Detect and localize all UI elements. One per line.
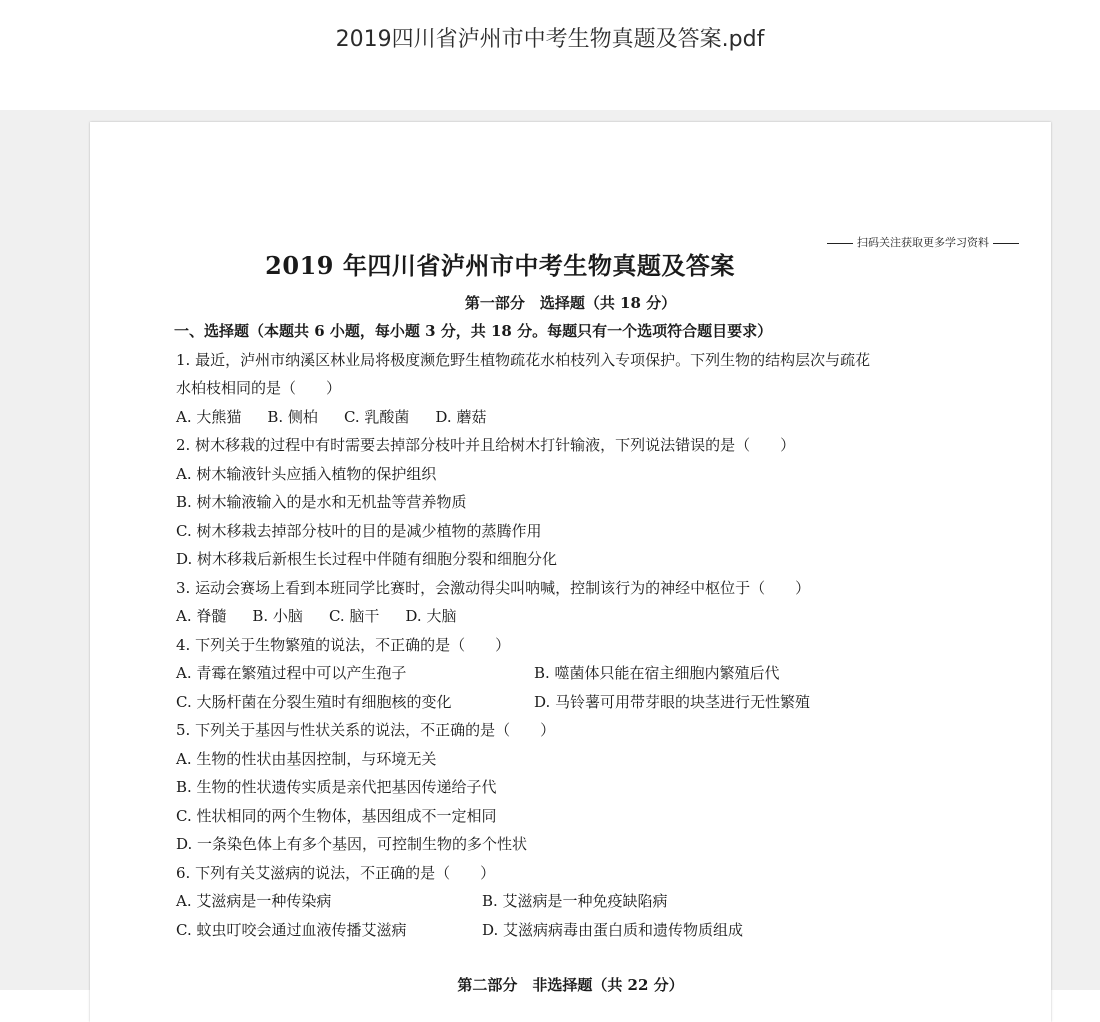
q5-option-c: C. 性状相同的两个生物体，基因组成不一定相同: [176, 807, 497, 825]
q1-option-b: B. 侧柏: [267, 408, 318, 426]
qr-note-text: 扫码关注获取更多学习资料: [857, 236, 989, 249]
q1-option-a: A. 大熊猫: [176, 408, 242, 426]
q4-stem: 4. 下列关于生物繁殖的说法，不正确的是（ ）: [176, 636, 511, 654]
q5-option-a: A. 生物的性状由基因控制，与环境无关: [176, 750, 437, 768]
exam-title: 2019 年四川省泸州市中考生物真题及答案: [265, 251, 735, 280]
title-bar: [0, 0, 1100, 110]
q3-stem: 3. 运动会赛场上看到本班同学比赛时，会激动得尖叫呐喊，控制该行为的神经中枢位于（ ）: [176, 579, 811, 597]
q6-option-c: C. 蚊虫叮咬会通过血液传播艾滋病: [176, 921, 407, 939]
q6-option-a: A. 艾滋病是一种传染病: [176, 892, 332, 910]
q2-option-d: D. 树木移栽后新根生长过程中伴随有细胞分裂和细胞分化: [176, 550, 558, 568]
q4-option-a: A. 青霉在繁殖过程中可以产生孢子: [176, 664, 407, 682]
section1-heading: 一、选择题（本题共 6 小题，每小题 3 分，共 18 分。每题只有一个选项符合题目要求）: [174, 322, 773, 340]
pdf-page: [90, 122, 1051, 1022]
q1-option-c: C. 乳酸菌: [343, 408, 410, 426]
q3-option-b: B. 小脑: [252, 607, 303, 625]
q5-stem: 5. 下列关于基因与性状关系的说法，不正确的是（ ）: [176, 721, 556, 739]
document-file-title: 2019四川省泸州市中考生物真题及答案.pdf: [335, 27, 765, 52]
q4-option-b: B. 噬菌体只能在宿主细胞内繁殖后代: [534, 664, 780, 682]
q1-stem-line1: 1. 最近，泸州市纳溪区林业局将极度濒危野生植物疏花水柏枝列入专项保护。下列生物的结构层次与疏花: [176, 351, 871, 369]
q2-option-b: B. 树木输液输入的是水和无机盐等营养物质: [176, 493, 467, 511]
q5-option-b: B. 生物的性状遗传实质是亲代把基因传递给子代: [176, 778, 497, 796]
q6-option-d: D. 艾滋病病毒由蛋白质和遗传物质组成: [482, 921, 744, 939]
q3-option-d: D. 大脑: [405, 607, 457, 625]
pdf-viewer[interactable]: [0, 110, 1100, 994]
q3-option-a: A. 脊髓: [176, 607, 227, 625]
part2-heading: 第二部分 非选择题（共 22 分）: [457, 976, 684, 994]
q2-stem: 2. 树木移栽的过程中有时需要去掉部分枝叶并且给树木打针输液，下列说法错误的是（ ）: [176, 436, 796, 454]
divider: [827, 243, 853, 244]
q1-stem-line2: 水柏枝相同的是（ ）: [176, 379, 342, 397]
q1-options: [176, 406, 512, 427]
q5-option-d: D. 一条染色体上有多个基因，可控制生物的多个性状: [176, 835, 528, 853]
q3-option-c: C. 脑干: [328, 607, 380, 625]
q4-option-d: D. 马铃薯可用带芽眼的块茎进行无性繁殖: [534, 693, 811, 711]
q1-option-d: D. 蘑菇: [435, 408, 487, 426]
q6-option-b: B. 艾滋病是一种免疫缺陷病: [482, 892, 668, 910]
part1-heading: 第一部分 选择题（共 18 分）: [464, 294, 677, 312]
q3-options: [176, 605, 482, 626]
q2-option-c: C. 树木移栽去掉部分枝叶的目的是减少植物的蒸腾作用: [176, 522, 542, 540]
q6-stem: 6. 下列有关艾滋病的说法，不正确的是（ ）: [176, 864, 496, 882]
q2-option-a: A. 树木输液针头应插入植物的保护组织: [176, 465, 437, 483]
divider: [993, 243, 1019, 244]
q4-option-c: C. 大肠杆菌在分裂生殖时有细胞核的变化: [176, 693, 452, 711]
